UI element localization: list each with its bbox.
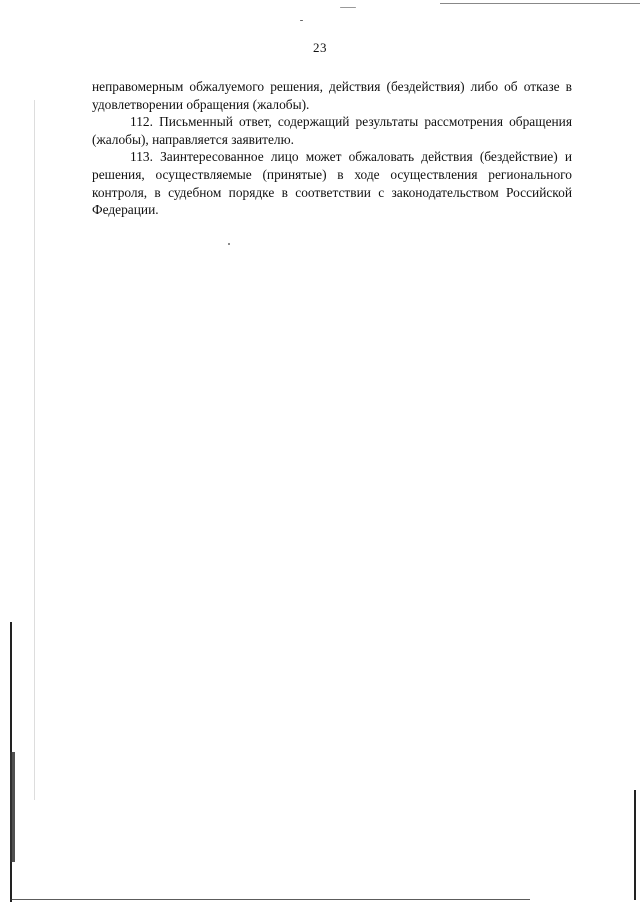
scan-speck [300,20,303,21]
paragraph-112: 112. Письменный ответ, содержащий результаты рассмотрения обращения (жалобы), направляется заявителю. [92,114,572,147]
body-text [92,78,572,219]
scan-artifact-left-shadow [10,752,15,862]
scan-artifact-bottom-line [10,899,530,900]
scan-speck [228,243,230,245]
paragraph-continuation: неправомерным обжалуемого решения, действия (бездействия) либо об отказе в удовлетворении обращения (жалобы). [92,79,572,112]
scan-artifact-right-edge [634,790,636,900]
paragraph-113: 113. Заинтересованное лицо может обжаловать действия (бездействие) и решения, осуществляемые (принятые) в ходе осуществления регионального контроля, в судебном порядке в соответствии с законодательством Российской Федерации. [92,149,572,218]
page-number: 23 [313,40,327,55]
scan-speck [340,7,356,8]
scan-artifact-top-line [440,3,640,4]
scan-artifact-left-faint-line [34,100,35,800]
